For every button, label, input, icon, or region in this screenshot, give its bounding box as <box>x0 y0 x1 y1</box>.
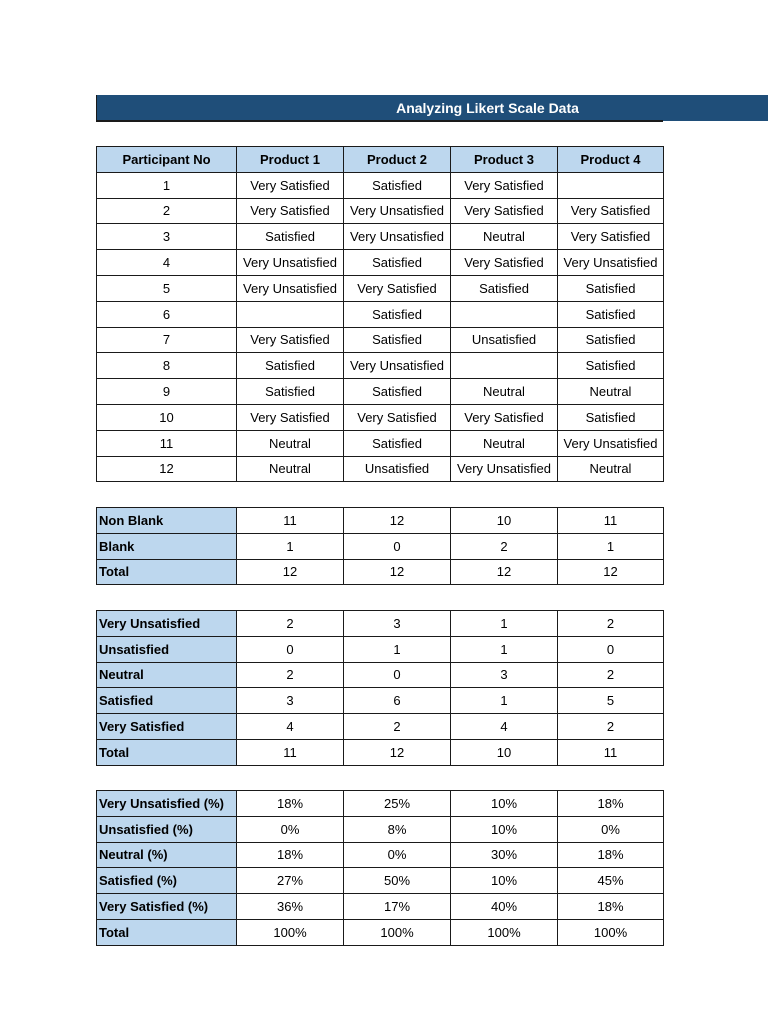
header-product-4[interactable]: Product 4 <box>558 147 664 173</box>
row-label[interactable]: Blank <box>97 533 237 559</box>
cell[interactable]: 100% <box>237 919 344 945</box>
cell[interactable]: 5 <box>97 275 237 301</box>
table-row <box>97 919 664 945</box>
cell[interactable]: Very Satisfied <box>451 172 558 198</box>
cell[interactable]: Very Unsatisfied <box>344 353 451 379</box>
row-label[interactable]: Satisfied (%) <box>97 868 237 894</box>
cell[interactable] <box>558 172 664 198</box>
cell[interactable]: 0 <box>558 636 664 662</box>
cell[interactable]: Very Unsatisfied <box>237 275 344 301</box>
cell[interactable]: Very Satisfied <box>237 327 344 353</box>
cell[interactable]: 18% <box>237 791 344 817</box>
cell[interactable]: Satisfied <box>558 301 664 327</box>
table-row <box>97 224 664 250</box>
cell[interactable]: 3 <box>237 688 344 714</box>
cell[interactable] <box>451 353 558 379</box>
table-row <box>97 894 664 920</box>
cell[interactable]: 12 <box>451 559 558 585</box>
cell[interactable]: Neutral <box>237 456 344 482</box>
row-label[interactable]: Neutral <box>97 662 237 688</box>
cell[interactable]: 8 <box>97 353 237 379</box>
cell[interactable]: Satisfied <box>558 275 664 301</box>
cell[interactable]: 12 <box>344 739 451 765</box>
table-row <box>97 198 664 224</box>
cell[interactable]: 18% <box>237 842 344 868</box>
header-product-2[interactable]: Product 2 <box>344 147 451 173</box>
header-participant[interactable]: Participant No <box>97 147 237 173</box>
cell[interactable]: 2 <box>558 714 664 740</box>
rating-count-table <box>96 610 664 766</box>
cell[interactable]: 4 <box>451 714 558 740</box>
table-row <box>97 714 664 740</box>
table-row <box>97 559 664 585</box>
cell[interactable]: Very Unsatisfied <box>237 250 344 276</box>
cell[interactable]: 1 <box>97 172 237 198</box>
cell[interactable]: 11 <box>558 739 664 765</box>
cell[interactable]: 2 <box>344 714 451 740</box>
cell[interactable]: Satisfied <box>344 250 451 276</box>
table-row <box>97 636 664 662</box>
cell[interactable]: Satisfied <box>451 275 558 301</box>
cell[interactable]: Very Unsatisfied <box>344 224 451 250</box>
cell[interactable]: Very Unsatisfied <box>451 456 558 482</box>
cell[interactable]: Very Satisfied <box>558 198 664 224</box>
cell[interactable]: 7 <box>97 327 237 353</box>
table-row <box>97 172 664 198</box>
cell[interactable]: 2 <box>237 611 344 637</box>
row-label[interactable]: Very Satisfied <box>97 714 237 740</box>
cell[interactable] <box>237 301 344 327</box>
cell[interactable]: 11 <box>558 508 664 534</box>
cell[interactable]: 11 <box>237 508 344 534</box>
cell[interactable]: 4 <box>237 714 344 740</box>
cell[interactable]: 1 <box>558 533 664 559</box>
cell[interactable]: 100% <box>558 919 664 945</box>
cell[interactable]: 0% <box>237 816 344 842</box>
cell[interactable]: 30% <box>451 842 558 868</box>
cell[interactable]: 2 <box>451 533 558 559</box>
cell[interactable]: Very Satisfied <box>344 275 451 301</box>
cell[interactable]: 2 <box>558 611 664 637</box>
table-row <box>97 404 664 430</box>
cell[interactable]: 3 <box>451 662 558 688</box>
row-label[interactable]: Neutral (%) <box>97 842 237 868</box>
cell[interactable]: 12 <box>344 508 451 534</box>
cell[interactable]: 3 <box>97 224 237 250</box>
row-label[interactable]: Unsatisfied (%) <box>97 816 237 842</box>
table-row <box>97 533 664 559</box>
cell[interactable]: 10% <box>451 868 558 894</box>
responses-table <box>96 146 664 482</box>
cell[interactable]: Very Unsatisfied <box>344 198 451 224</box>
table-row <box>97 430 664 456</box>
blank-summary-table <box>96 507 664 585</box>
cell[interactable]: Very Satisfied <box>344 404 451 430</box>
table-row <box>97 816 664 842</box>
table-row <box>97 739 664 765</box>
table-row <box>97 662 664 688</box>
cell[interactable]: Very Satisfied <box>451 198 558 224</box>
cell[interactable]: Satisfied <box>558 353 664 379</box>
cell[interactable]: 36% <box>237 894 344 920</box>
cell[interactable]: 11 <box>97 430 237 456</box>
cell[interactable]: Very Satisfied <box>451 250 558 276</box>
cell[interactable]: Satisfied <box>344 301 451 327</box>
cell[interactable]: 6 <box>344 688 451 714</box>
cell[interactable]: Very Satisfied <box>451 404 558 430</box>
cell[interactable]: Satisfied <box>344 430 451 456</box>
row-label[interactable]: Unsatisfied <box>97 636 237 662</box>
cell[interactable]: Very Satisfied <box>237 404 344 430</box>
cell[interactable]: 1 <box>451 688 558 714</box>
cell[interactable]: 17% <box>344 894 451 920</box>
cell[interactable]: 6 <box>97 301 237 327</box>
cell[interactable]: Very Satisfied <box>237 172 344 198</box>
cell[interactable]: 11 <box>237 739 344 765</box>
table-row <box>97 791 664 817</box>
cell[interactable]: 1 <box>451 611 558 637</box>
cell[interactable]: Unsatisfied <box>451 327 558 353</box>
cell[interactable]: 10 <box>451 508 558 534</box>
row-label[interactable]: Satisfied <box>97 688 237 714</box>
cell[interactable]: 12 <box>97 456 237 482</box>
table-row <box>97 250 664 276</box>
cell[interactable]: Satisfied <box>558 327 664 353</box>
table-row <box>97 842 664 868</box>
cell[interactable]: 2 <box>97 198 237 224</box>
table-row <box>97 353 664 379</box>
cell[interactable]: Neutral <box>451 430 558 456</box>
header-row <box>97 147 664 173</box>
table-row <box>97 868 664 894</box>
table-row <box>97 456 664 482</box>
cell[interactable]: 40% <box>451 894 558 920</box>
table-row <box>97 327 664 353</box>
cell[interactable]: Satisfied <box>344 379 451 405</box>
cell[interactable]: 27% <box>237 868 344 894</box>
row-label[interactable]: Very Unsatisfied (%) <box>97 791 237 817</box>
cell[interactable]: 1 <box>237 533 344 559</box>
cell[interactable]: Satisfied <box>237 224 344 250</box>
cell[interactable]: Satisfied <box>237 379 344 405</box>
cell[interactable]: 0% <box>344 842 451 868</box>
cell[interactable]: Neutral <box>451 224 558 250</box>
cell[interactable]: Satisfied <box>344 172 451 198</box>
table-row <box>97 275 664 301</box>
cell[interactable]: Neutral <box>558 456 664 482</box>
cell[interactable]: 45% <box>558 868 664 894</box>
table-row <box>97 379 664 405</box>
cell[interactable]: Neutral <box>558 379 664 405</box>
cell[interactable]: 50% <box>344 868 451 894</box>
cell[interactable]: Very Unsatisfied <box>558 250 664 276</box>
cell[interactable]: Satisfied <box>237 353 344 379</box>
cell[interactable]: 0 <box>344 533 451 559</box>
cell[interactable]: Neutral <box>237 430 344 456</box>
rating-percent-table <box>96 790 664 946</box>
table-row <box>97 688 664 714</box>
row-label[interactable]: Very Unsatisfied <box>97 611 237 637</box>
row-label[interactable]: Total <box>97 559 237 585</box>
cell[interactable]: 100% <box>344 919 451 945</box>
cell[interactable]: 10% <box>451 791 558 817</box>
cell[interactable]: Satisfied <box>344 327 451 353</box>
cell[interactable]: 2 <box>237 662 344 688</box>
cell[interactable]: 8% <box>344 816 451 842</box>
cell[interactable]: 18% <box>558 842 664 868</box>
cell[interactable]: 4 <box>97 250 237 276</box>
cell[interactable]: 0 <box>344 662 451 688</box>
header-product-3[interactable]: Product 3 <box>451 147 558 173</box>
cell[interactable]: 18% <box>558 791 664 817</box>
cell[interactable]: 12 <box>344 559 451 585</box>
cell[interactable]: 5 <box>558 688 664 714</box>
cell[interactable]: 2 <box>558 662 664 688</box>
cell[interactable]: 9 <box>97 379 237 405</box>
cell[interactable]: 0% <box>558 816 664 842</box>
cell[interactable]: 1 <box>344 636 451 662</box>
cell[interactable]: Satisfied <box>558 404 664 430</box>
cell[interactable]: Very Satisfied <box>237 198 344 224</box>
cell[interactable]: 10% <box>451 816 558 842</box>
row-label[interactable]: Total <box>97 739 237 765</box>
cell[interactable]: 10 <box>451 739 558 765</box>
row-label[interactable]: Very Satisfied (%) <box>97 894 237 920</box>
sheet-title: Analyzing Likert Scale Data <box>396 100 579 116</box>
cell[interactable]: 10 <box>97 404 237 430</box>
cell[interactable]: Unsatisfied <box>344 456 451 482</box>
cell[interactable]: 1 <box>451 636 558 662</box>
cell[interactable]: 100% <box>451 919 558 945</box>
cell[interactable]: 18% <box>558 894 664 920</box>
row-label[interactable]: Total <box>97 919 237 945</box>
table-row <box>97 301 664 327</box>
cell[interactable]: 12 <box>237 559 344 585</box>
cell[interactable]: 12 <box>558 559 664 585</box>
cell[interactable] <box>451 301 558 327</box>
table-row <box>97 508 664 534</box>
cell[interactable]: 0 <box>237 636 344 662</box>
cell[interactable]: 3 <box>344 611 451 637</box>
header-product-1[interactable]: Product 1 <box>237 147 344 173</box>
cell[interactable]: Neutral <box>451 379 558 405</box>
table-row <box>97 611 664 637</box>
cell[interactable]: 25% <box>344 791 451 817</box>
cell[interactable]: Very Unsatisfied <box>558 430 664 456</box>
row-label[interactable]: Non Blank <box>97 508 237 534</box>
cell[interactable]: Very Satisfied <box>558 224 664 250</box>
